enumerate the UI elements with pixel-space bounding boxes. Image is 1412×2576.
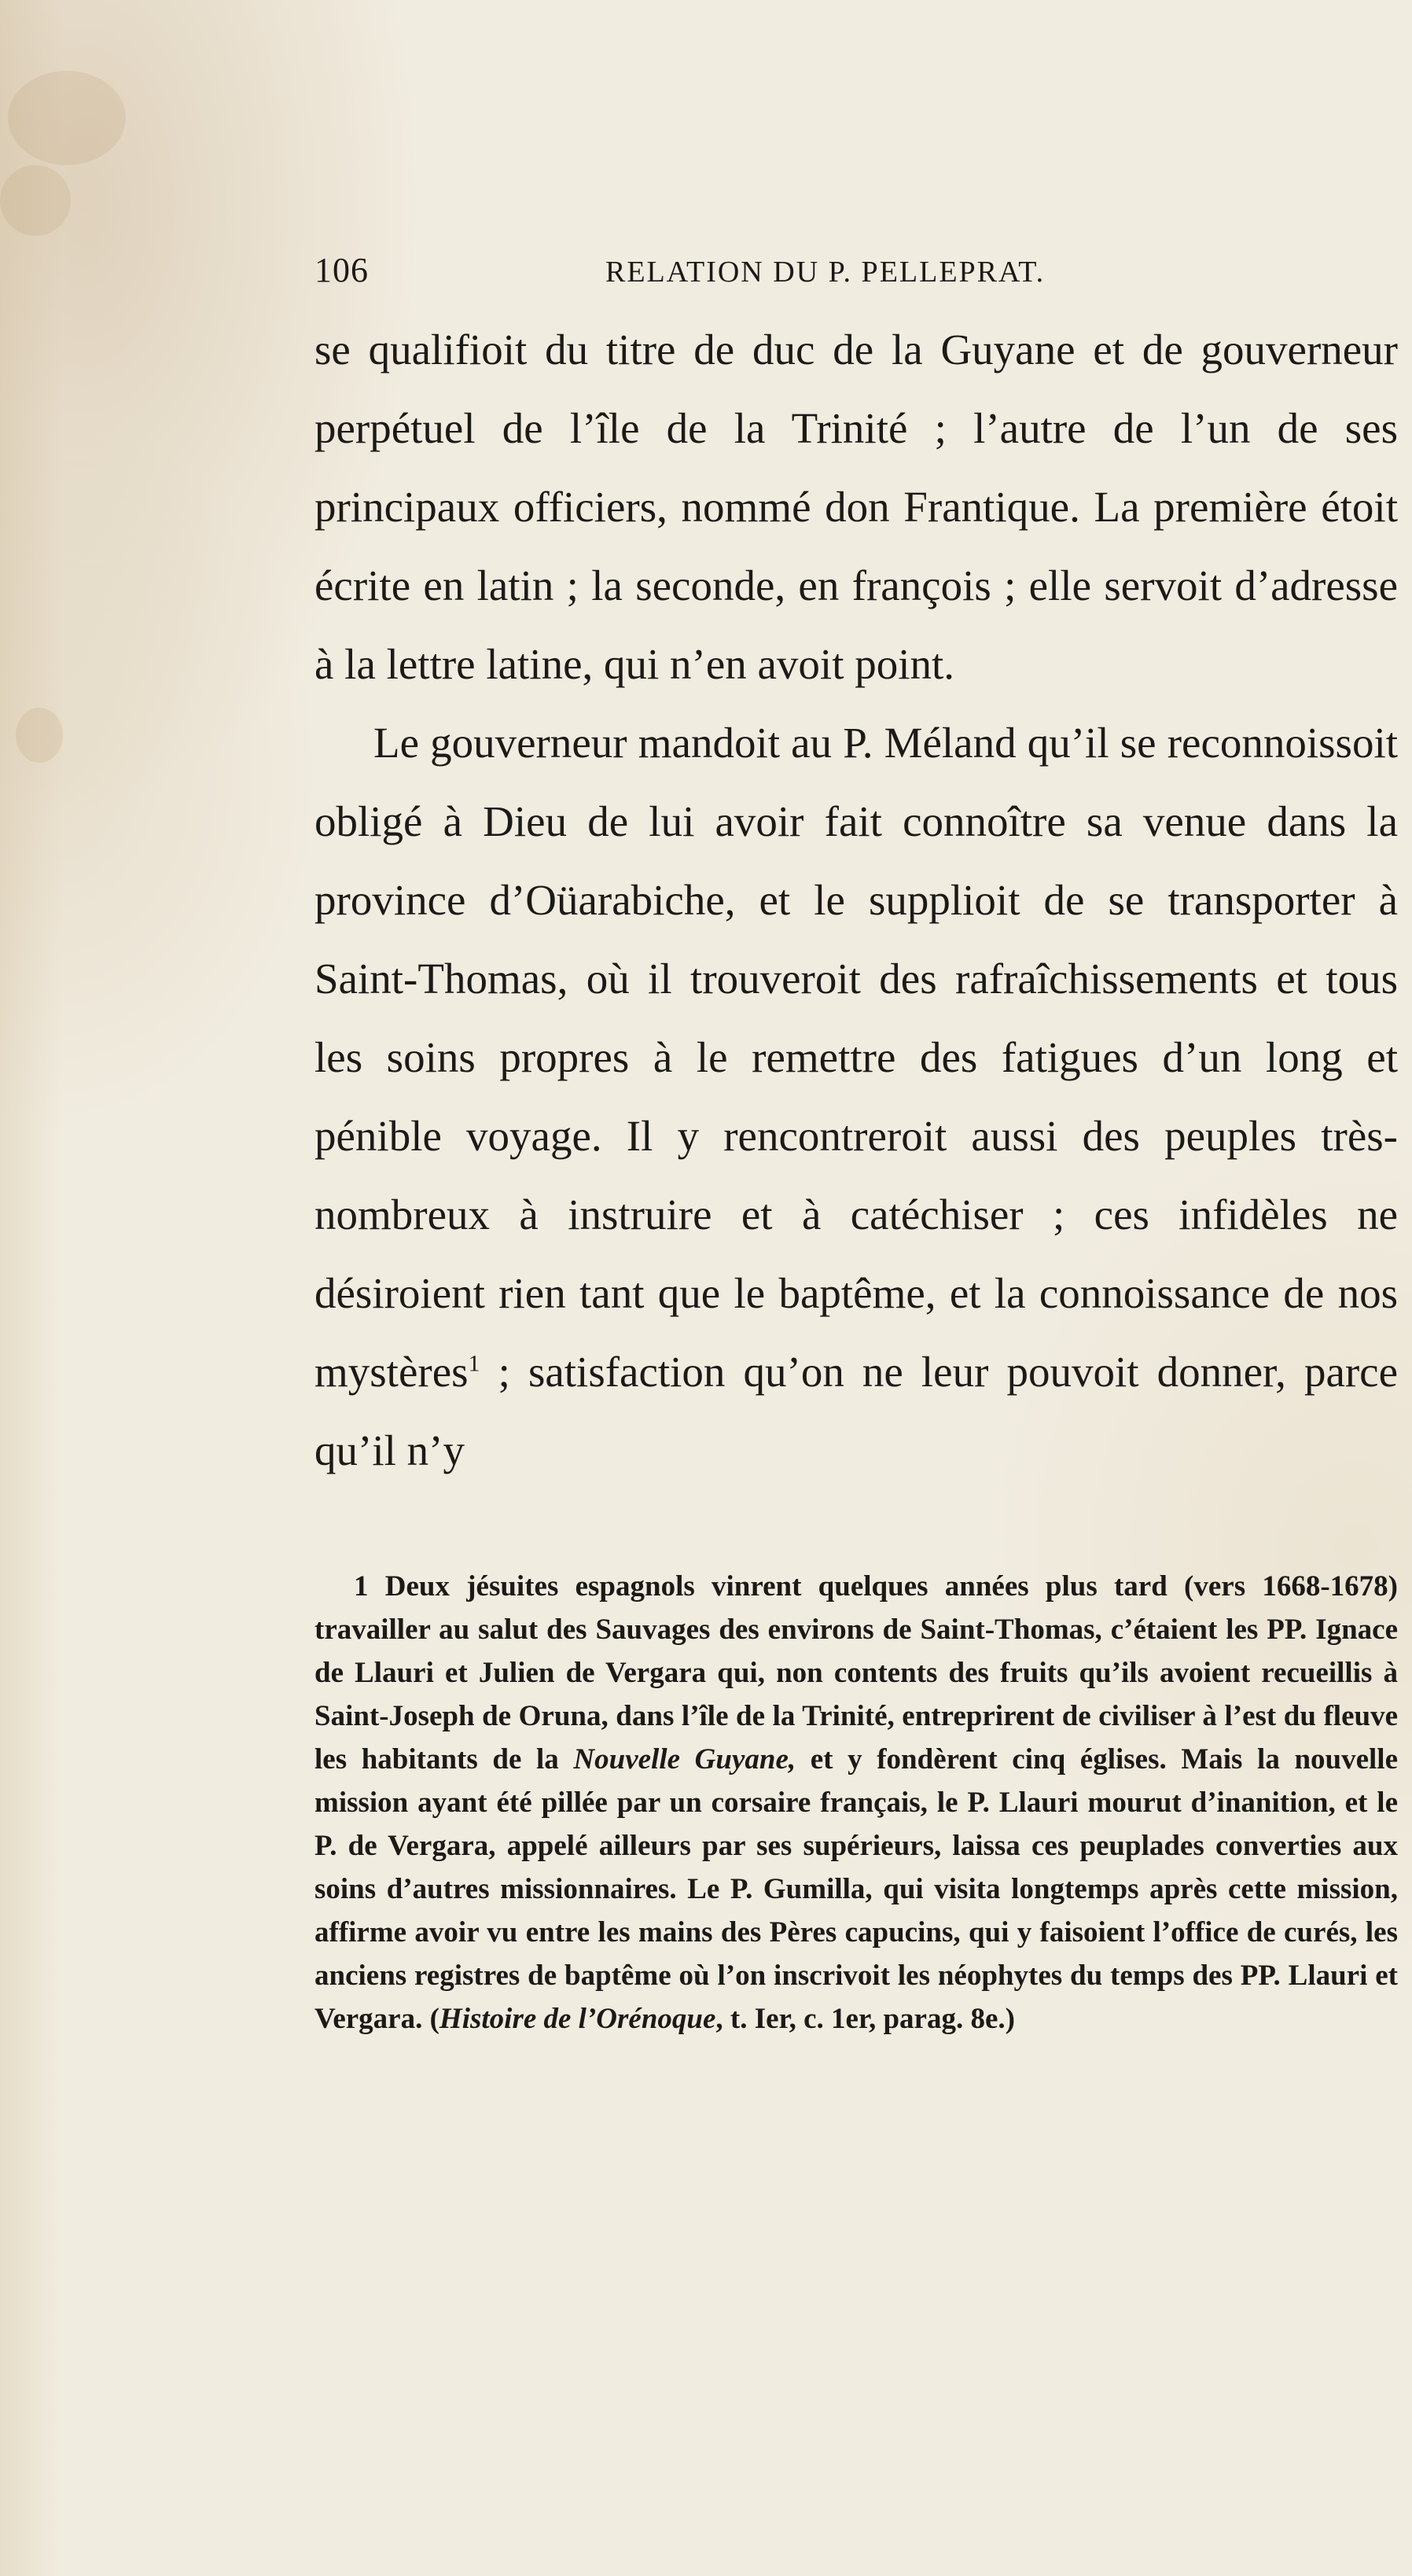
footnote-marker: 1 [354, 1570, 369, 1603]
paragraph [314, 704, 1398, 1490]
footnote-text: , t. Ier, c. 1er, parag. 8e.) [715, 2003, 1015, 2035]
footnote [314, 1565, 1398, 2041]
paragraph-text: ; satisfaction qu’on ne leur pouvoit donner, parce qu’il n’y [314, 1348, 1398, 1474]
page-header [314, 250, 1407, 297]
paper-stain [0, 165, 71, 236]
page-number: 106 [314, 251, 369, 289]
running-title: RELATION DU P. PELLEPRAT. [605, 256, 1046, 289]
footnote-text: et y fondèrent cinq églises. Mais la nouvelle mission ayant été pillée par un corsaire français, le P. Llauri mourut d’inanition, et le P. de Vergara, appelé ailleurs par ses supérieurs, laissa ces peuplades converties aux soins d’autres missionnaires. Le P. Gumilla, qui visita longtemps après cette mission, affirme avoir vu entre les mains des Pères capucins, qui y faisoient l’office de curés, les anciens registres de baptême où l’on inscrivoit les néophytes du temps des PP. Llauri et Vergara. ( [314, 1743, 1399, 2035]
footnote-reference: 1 [468, 1350, 480, 1377]
footnote-paragraph [314, 1565, 1398, 2041]
paper-stain [8, 71, 126, 165]
footnote-italic: Nouvelle Guyane, [573, 1743, 796, 1776]
footnote-text: Deux jésuites espagnols vinrent quelques années plus tard (vers 1668-1678) travailler au salut des Sauvages des environs de Saint-Thomas, c’étaient les PP. Ignace de Llauri et Julien de Vergara qui, non contents des fruits qu’ils avoient recueillis à Saint-Joseph de Oruna, dans l’île de la Trinité, entreprirent de civiliser à l’est du fleuve les habitants de la [314, 1570, 1398, 1776]
footnote-italic: Histoire de l’Orénoque [439, 2003, 716, 2035]
paragraph-text: Le gouverneur mandoit au P. Méland qu’il se reconnoissoit obligé à Dieu de lui avoir fait connoître sa venue dans la province d’Oüarabiche, et le supplioit de se transporter à Saint-Thomas, où il trouveroit des rafraîchissements et tous les soins propres à le remettre des fatigues d’un long et pénible voyage. Il y rencontreroit aussi des peuples très-nombreux à instruire et à catéchiser ; ces infidèles ne désiroient rien tant que le baptême, et la connoissance de nos mystères [314, 719, 1398, 1396]
paragraph [314, 311, 1398, 704]
paper-stain [16, 708, 63, 763]
paragraph-text: se qualifioit du titre de duc de la Guyane et de gouverneur perpétuel de l’île de la Trinité ; l’autre de l’un de ses principaux officiers, nommé don Frantique. La première étoit écrite en latin ; la seconde, en françois ; elle servoit d’adresse à la lettre latine, qui n’en avoit point. [314, 326, 1398, 688]
main-text [314, 311, 1398, 1490]
